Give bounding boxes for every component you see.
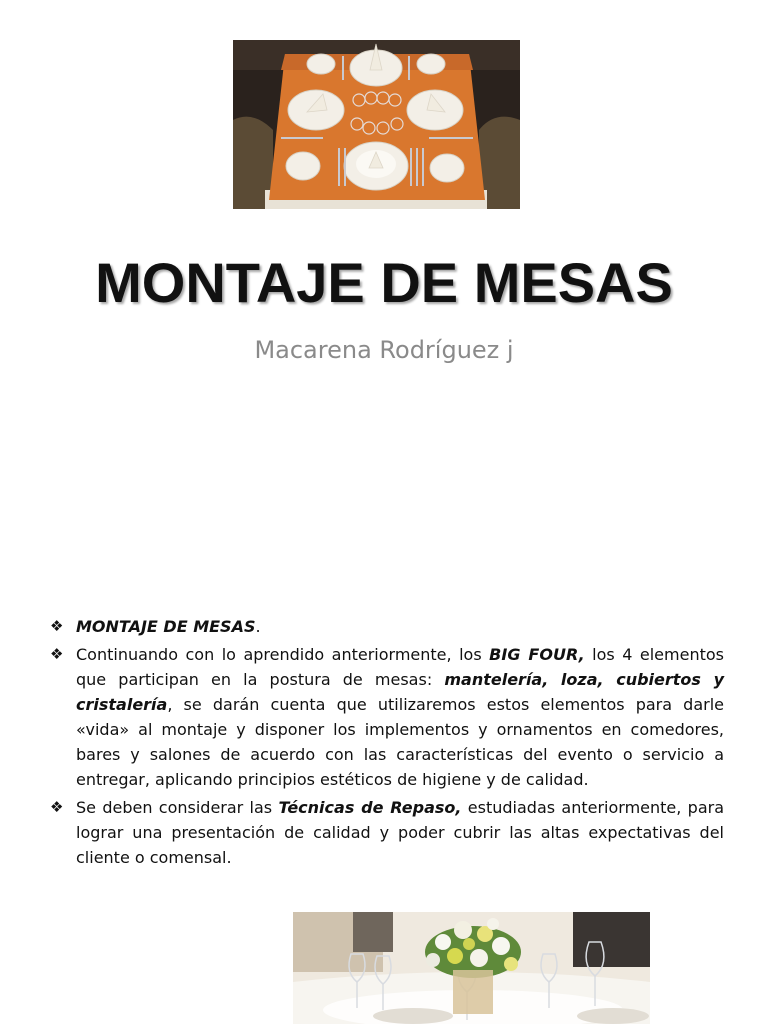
diamond-bullet-icon: ❖ [50, 645, 64, 663]
bullet-emphasis: Técnicas de Repaso, [278, 798, 462, 817]
bullet-text: estudiadas anteriormente, para lograr una presentación de calidad y poder cubrir las altas expectativas del cliente o comensal. [76, 798, 725, 867]
slide-subtitle: Macarena Rodríguez j [254, 336, 514, 364]
bullet-list [50, 614, 724, 873]
bullet-item [50, 795, 724, 870]
bullet-text: , se darán cuenta que utilizaremos estos elementos para darle «vida» al montaje y disponer los implementos y ornamentos en comedores, bares y salones de acuerdo con las características del evento o servicio a entregar, aplicando principios estéticos de higiene y de calidad. [76, 695, 724, 789]
floral-centerpiece-photo [293, 912, 650, 1024]
bullet-text: los 4 elementos que participan en la postura de mesas: [76, 645, 724, 689]
diamond-bullet-icon: ❖ [50, 617, 64, 635]
slide-title: MONTAJE DE MESAS [95, 251, 673, 314]
bullet-emphasis: BIG FOUR, [489, 645, 585, 664]
content-slide [0, 590, 768, 1024]
bullet-emphasis: MONTAJE DE MESAS [76, 617, 256, 636]
table-setting-photo [233, 40, 520, 209]
floral-centerpiece-illustration [293, 912, 650, 1024]
bullet-text: Se deben considerar las [76, 798, 279, 817]
bullet-text: . [255, 617, 261, 636]
diamond-bullet-icon: ❖ [50, 798, 64, 816]
bullet-text: Continuando con lo aprendido anteriormente, los [76, 645, 490, 664]
bullet-emphasis: mantelería, loza, cubiertos y cristalería [76, 670, 725, 714]
bullet-item [50, 642, 724, 792]
table-setting-illustration [233, 40, 520, 209]
bullet-item [50, 614, 724, 639]
